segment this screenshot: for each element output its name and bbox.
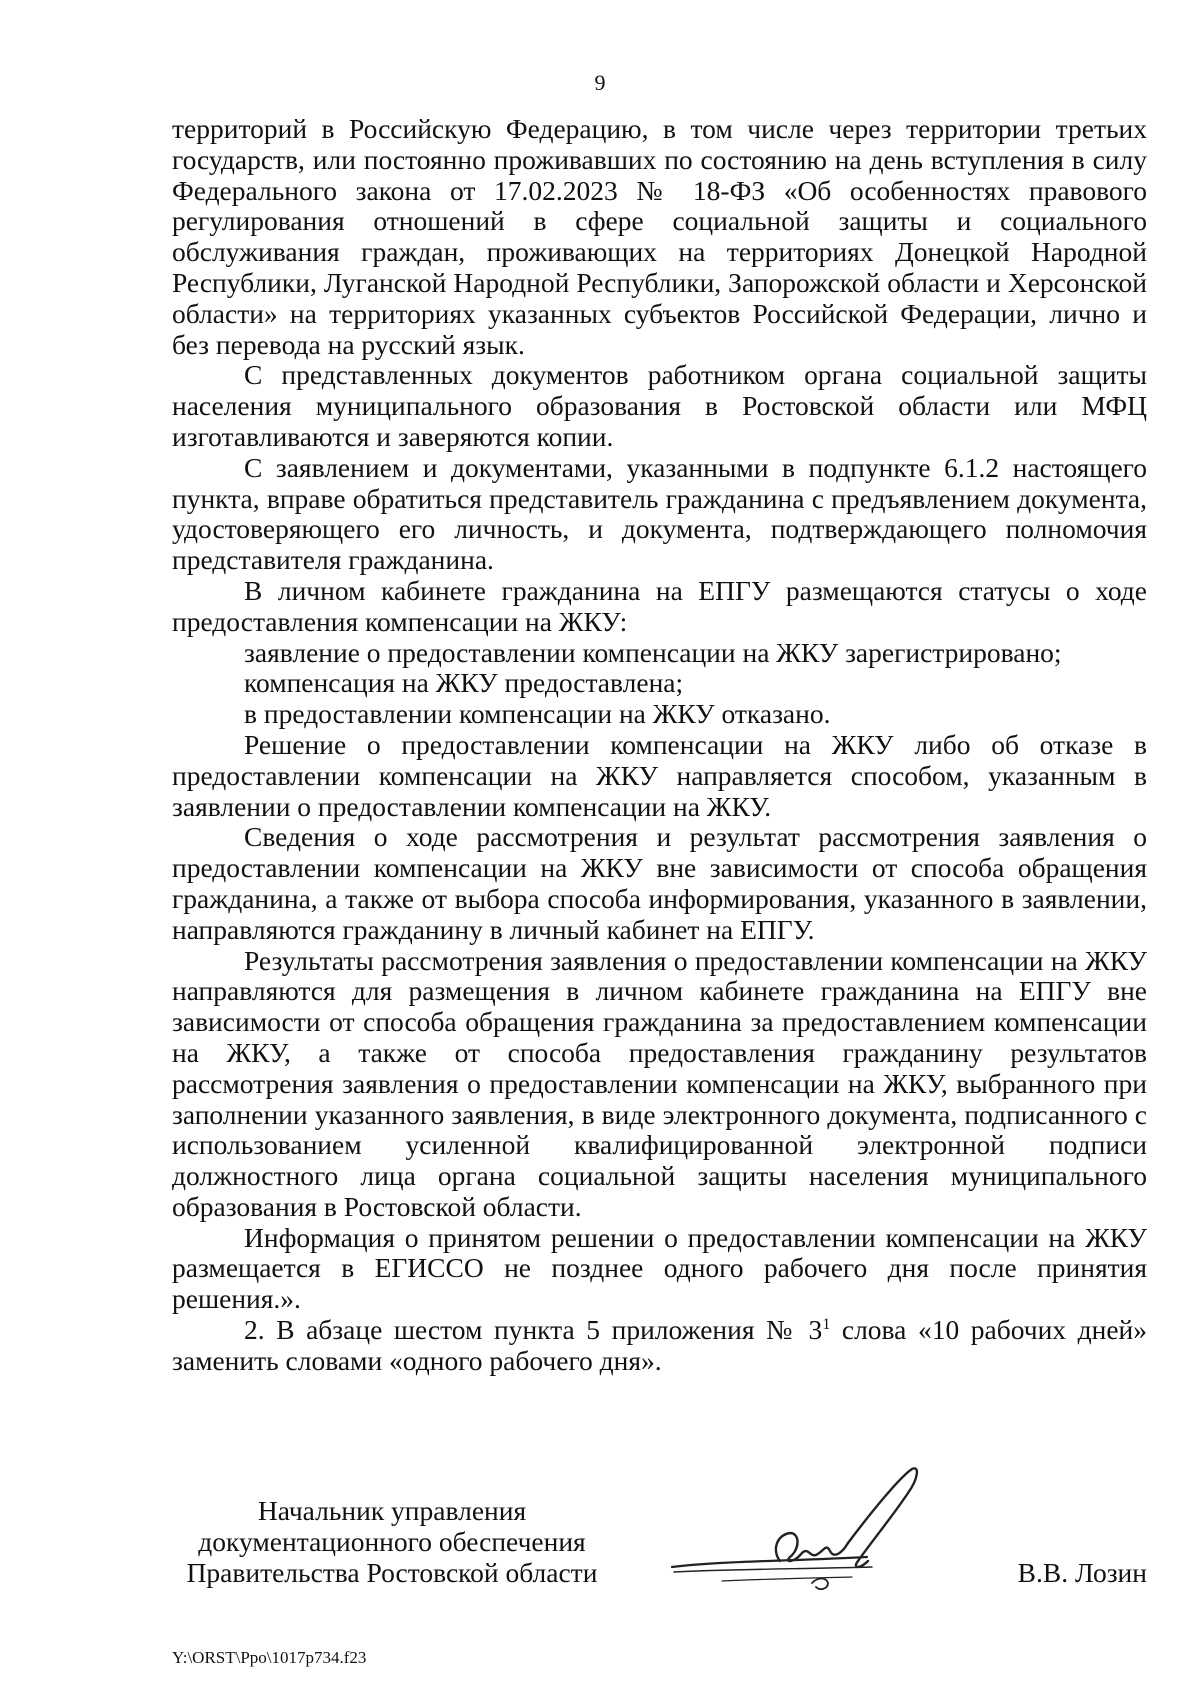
paragraph-continuation: территорий в Российскую Федерацию, в том числе через территории третьих государств, или постоянно проживавших по состоянию на день вступления в силу Федерального закона от 17.02.2023 № 18-ФЗ «Об особенностях правового регулирования отношений в сфере социальной защиты и социального обслуживания граждан, проживающих на территориях Донецкой Народной Республики, Луганской Народной Республики, Запорожской области и Херсонской области» на территориях указанных субъектов Российской Федерации, лично и без перевода на русский язык.: [172, 113, 1147, 360]
handwritten-signature: [662, 1457, 952, 1617]
signer-name: В.В. Лозин: [1017, 1557, 1147, 1588]
paragraph-decision: Решение о предоставлении компенсации на ЖКУ либо об отказе в предоставлении компенсации на ЖКУ направляется способом, указанным в заявлении о предоставлении компенсации на ЖКУ.: [172, 728, 1147, 822]
paragraph-egisso: Информация о принятом решении о предоставлении компенсации на ЖКУ размещается в ЕГИССО не позднее одного рабочего дня после принятия решения.».: [172, 1221, 1147, 1315]
paragraph-results: Результаты рассмотрения заявления о предоставлении компенсации на ЖКУ направляются для размещения в личном кабинете гражданина на ЕПГУ вне зависимости от способа обращения гражданина за предоставлением компенсации на ЖКУ, а также от способа предоставления гражданину результатов рассмотрения заявления о предоставлении компенсации на ЖКУ, выбранного при заполнении указанного заявления, в виде электронного документа, подписанного с использованием усиленной квалифицированной электронной подписи должностного лица органа социальной защиты населения муниципального образования в Ростовской области.: [172, 944, 1147, 1222]
amendment-superscript: 1: [822, 1315, 831, 1333]
paragraph-amendment: [172, 1315, 1147, 1377]
position-line-1: Начальник управления: [257, 1495, 527, 1526]
amendment-text-end: слова «10 рабочих дней» заменить словами «одного рабочего дня».: [172, 1314, 1147, 1376]
position-line-2: документационного обеспечения: [198, 1526, 586, 1557]
document-body: [172, 114, 1147, 1377]
paragraph-progress-info: Сведения о ходе рассмотрения и результат рассмотрения заявления о предоставлении компенсации на ЖКУ вне зависимости от способа обращения гражданина, а также от выбора способа информирования, указанного в заявлении, направляются гражданину в личный кабинет на ЕПГУ.: [172, 821, 1147, 945]
paragraph-statuses-intro: В личном кабинете гражданина на ЕПГУ размещаются статусы о ходе предоставления компенсации на ЖКУ:: [172, 574, 1147, 637]
status-refused: в предоставлении компенсации на ЖКУ отказано.: [244, 698, 831, 730]
status-granted: компенсация на ЖКУ предоставлена;: [244, 667, 684, 699]
status-registered: заявление о предоставлении компенсации на ЖКУ зарегистрировано;: [244, 636, 1062, 668]
position-line-3: Правительства Ростовской области: [186, 1557, 598, 1588]
paragraph-representative: С заявлением и документами, указанными в подпункте 6.1.2 настоящего пункта, вправе обратиться представитель гражданина с предъявлением документа, удостоверяющего его личность, и документа, подтверждающего полномочия представителя гражданина.: [172, 451, 1147, 576]
paragraph-copies: С представленных документов работником органа социальной защиты населения муниципального образования в Ростовской области или МФЦ изготавливаются и заверяются копии.: [172, 359, 1147, 452]
amendment-text-start: 2. В абзаце шестом пункта 5 приложения № 3: [244, 1314, 823, 1346]
signer-position: [172, 1495, 612, 1588]
signature-block: [172, 1495, 1147, 1615]
page-number: 9: [594, 70, 606, 95]
file-path: Y:\ORST\Ppo\1017p734.f23: [172, 1648, 367, 1667]
